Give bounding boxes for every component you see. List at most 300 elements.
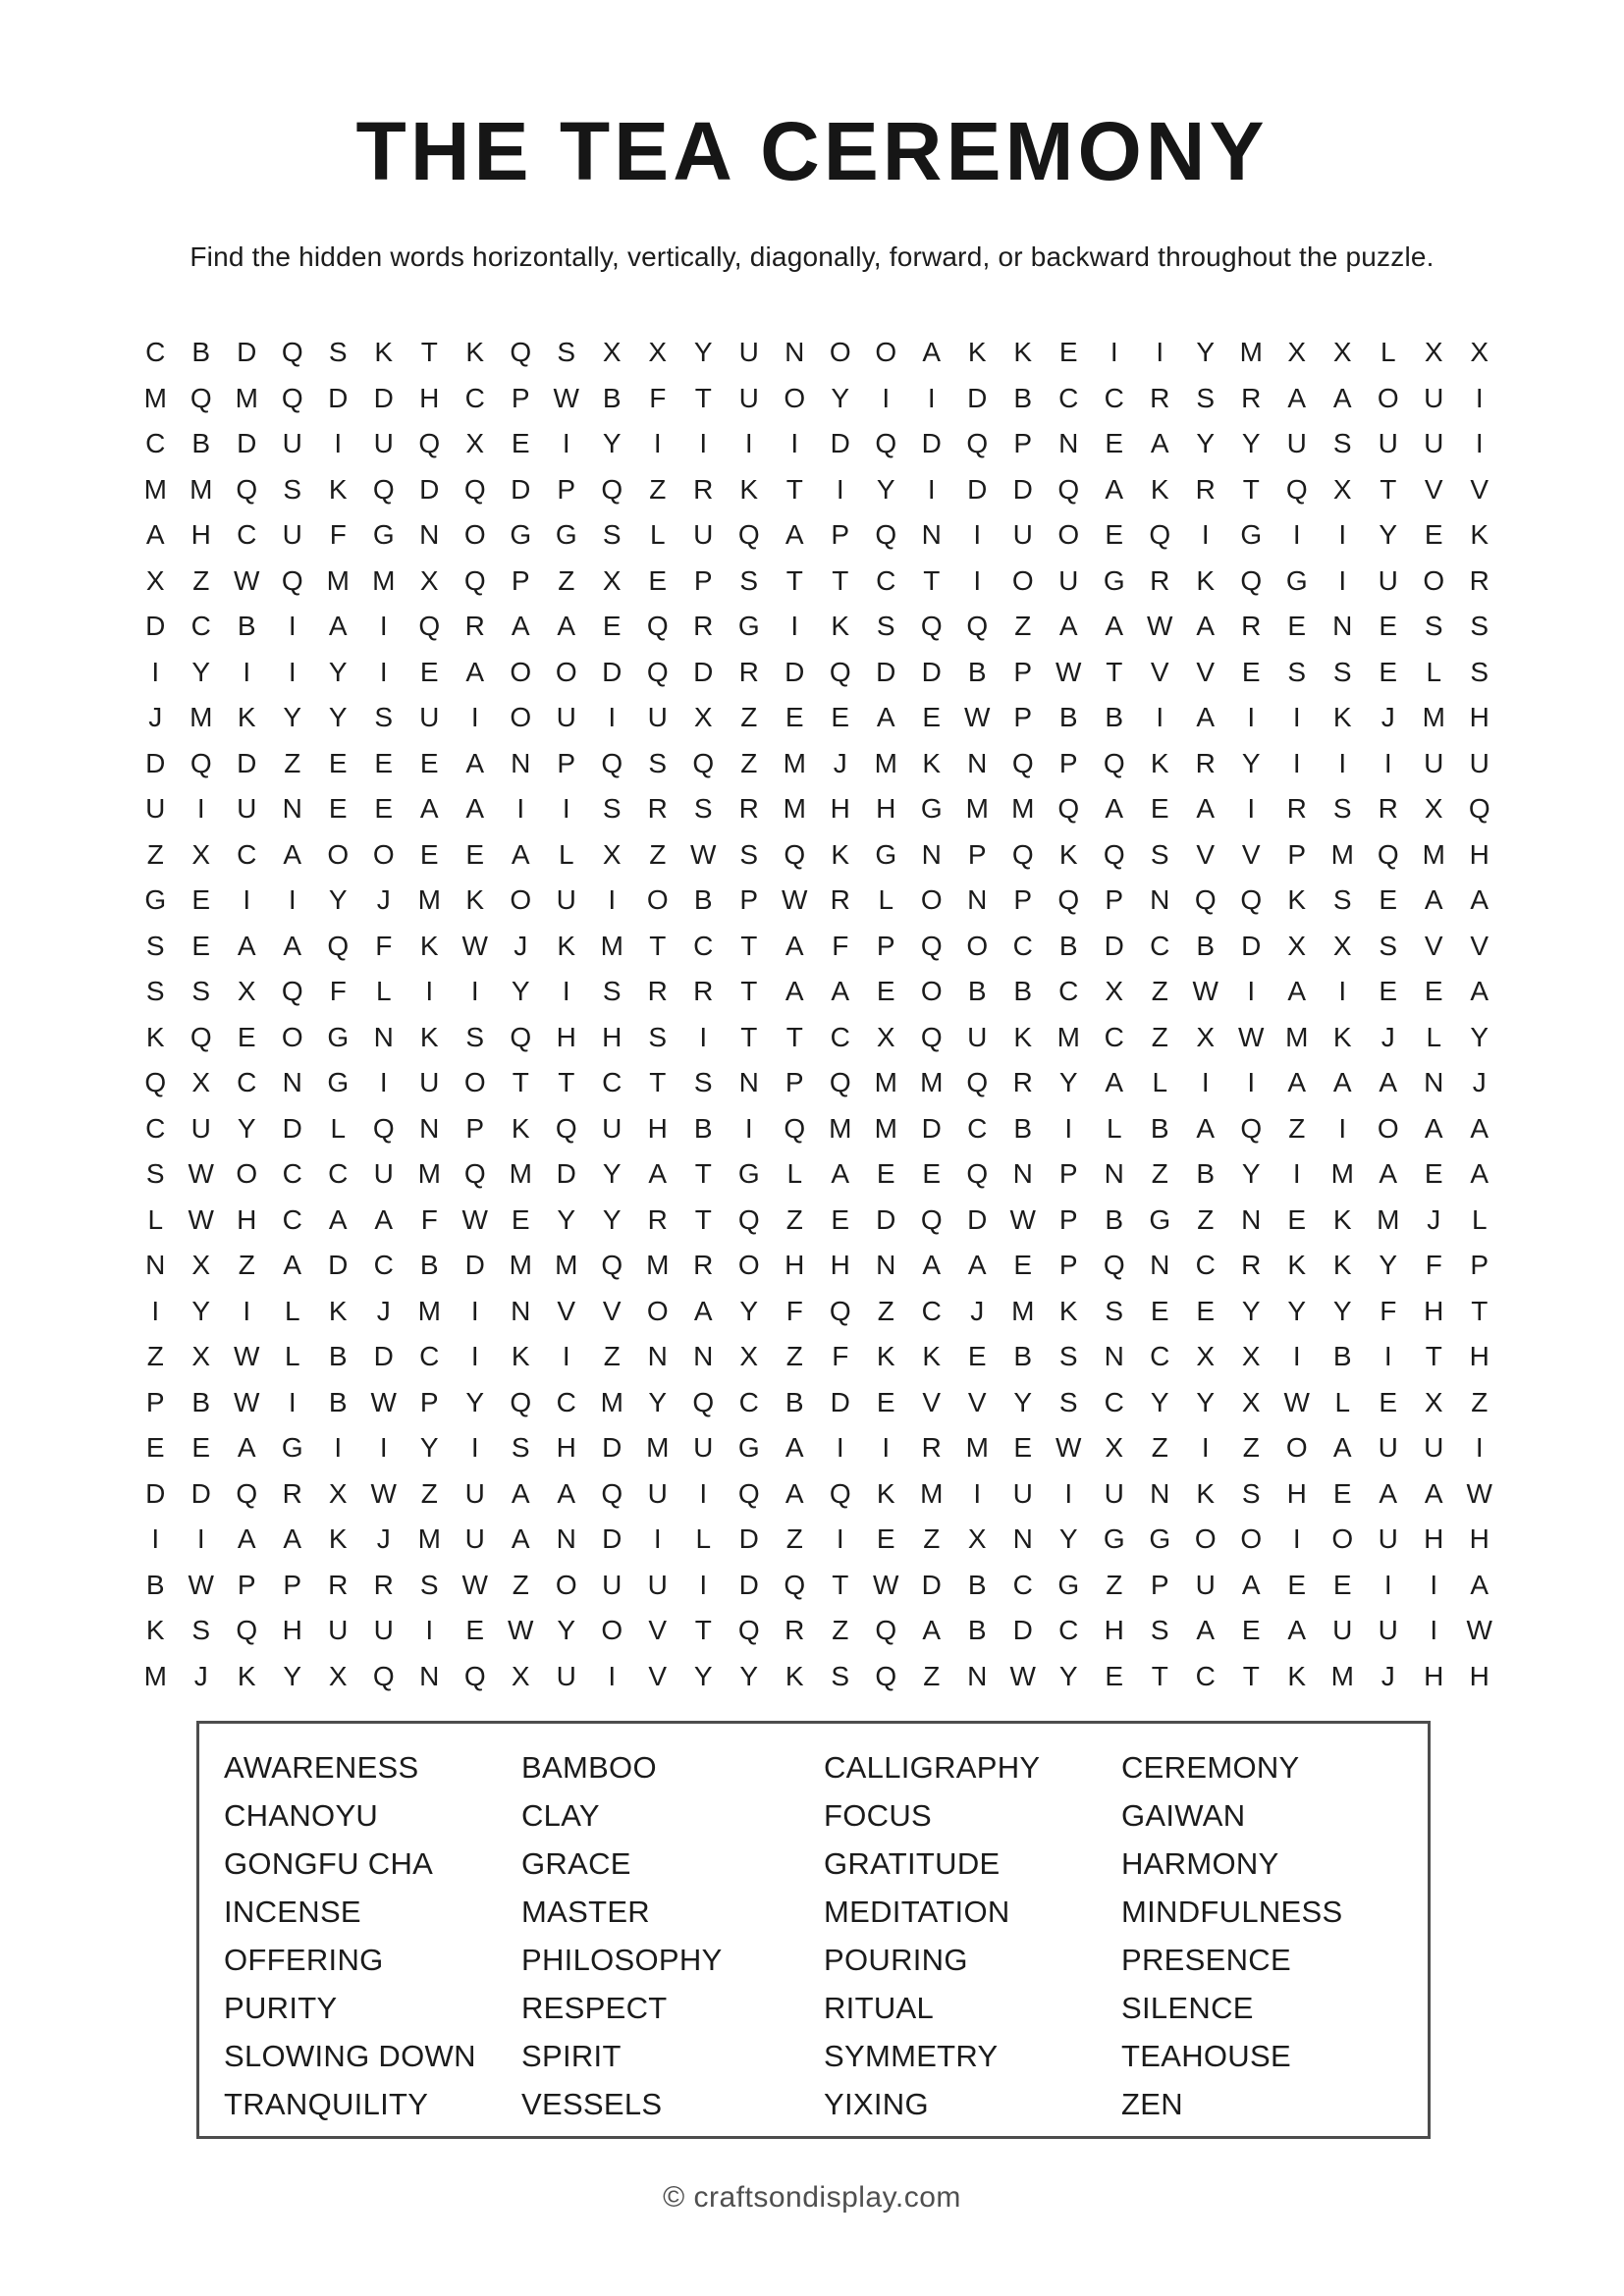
grid-cell: D (830, 428, 850, 459)
grid-cell: Y (693, 1660, 713, 1691)
grid-cell: H (1424, 1295, 1444, 1326)
grid-cell: Z (1288, 1112, 1306, 1144)
grid-cell: R (693, 611, 714, 642)
grid-cell: U (145, 793, 166, 825)
grid-cell: N (511, 1295, 531, 1326)
grid-cell: Q (692, 1386, 715, 1417)
grid-cell: X (1470, 337, 1489, 368)
grid-cell: X (1287, 337, 1307, 368)
grid-cell: Z (1151, 1021, 1168, 1052)
grid-cell: O (510, 884, 532, 916)
grid-cell: U (373, 428, 394, 459)
grid-cell: M (1011, 793, 1035, 825)
grid-cell: J (1380, 702, 1395, 733)
grid-cell: S (1058, 1341, 1078, 1372)
grid-row (133, 421, 1502, 467)
grid-cell: N (1150, 884, 1170, 916)
grid-cell: M (1330, 1660, 1354, 1691)
grid-cell: R (1195, 747, 1216, 778)
grid-cell: N (145, 1250, 166, 1281)
grid-cell: M (555, 1250, 578, 1281)
grid-cell: U (602, 1569, 623, 1600)
grid-cell: Q (692, 747, 715, 778)
word-list-column (521, 1743, 824, 2128)
grid-cell: Y (511, 976, 530, 1007)
grid-cell: X (191, 1250, 211, 1281)
grid-cell: I (653, 1523, 662, 1555)
grid-cell: S (602, 793, 622, 825)
grid-cell: S (1332, 656, 1352, 687)
grid-cell: Z (1151, 1432, 1168, 1464)
grid-cell: K (419, 1021, 439, 1052)
grid-cell: X (876, 1021, 895, 1052)
grid-cell: O (1057, 519, 1080, 551)
grid-cell: E (785, 702, 804, 733)
grid-cell: P (967, 838, 987, 870)
grid-cell: H (1469, 1523, 1489, 1555)
grid-cell: D (190, 1477, 211, 1509)
grid-cell: Z (923, 1660, 941, 1691)
grid-cell: J (1380, 1021, 1395, 1052)
grid-cell: J (193, 1660, 208, 1691)
grid-cell: W (1056, 1432, 1082, 1464)
grid-cell: H (830, 1250, 850, 1281)
grid-cell: N (1150, 1477, 1170, 1509)
grid-cell: G (281, 1432, 303, 1464)
grid-cell: V (1470, 930, 1489, 961)
grid-cell: I (744, 428, 753, 459)
grid-cell: C (1012, 1569, 1033, 1600)
grid-cell: O (1240, 1523, 1263, 1555)
grid-cell: H (1469, 1341, 1489, 1372)
grid-cell: K (237, 1660, 256, 1691)
grid-cell: W (1147, 611, 1173, 642)
grid-cell: A (693, 1295, 713, 1326)
word-list-item: GAIWAN (1121, 1798, 1246, 1833)
grid-cell: S (191, 1615, 211, 1646)
grid-row (133, 1334, 1502, 1380)
grid-cell: Q (784, 1112, 806, 1144)
grid-cell: U (693, 519, 714, 551)
grid-cell: A (1105, 611, 1124, 642)
grid-cell: V (1196, 838, 1216, 870)
grid-cell: A (1379, 1067, 1398, 1098)
letter-grid (133, 330, 1502, 1699)
grid-cell: M (646, 1432, 670, 1464)
grid-cell: N (1150, 1250, 1170, 1281)
grid-cell: Y (1332, 1295, 1352, 1326)
grid-cell: G (1240, 519, 1263, 551)
grid-cell: N (511, 747, 531, 778)
grid-cell: Y (1013, 1386, 1033, 1417)
grid-cell: V (967, 1386, 987, 1417)
grid-cell: A (1105, 473, 1124, 505)
grid-cell: F (375, 930, 393, 961)
grid-cell: N (647, 1341, 668, 1372)
grid-cell: U (282, 519, 302, 551)
grid-cell: T (1425, 1341, 1442, 1372)
grid-cell: R (282, 1477, 302, 1509)
word-list-item: YIXING (824, 2087, 929, 2121)
grid-cell: M (1056, 1021, 1080, 1052)
grid-cell: O (1331, 1523, 1354, 1555)
grid-cell: I (973, 1477, 982, 1509)
grid-cell: Z (558, 564, 575, 596)
grid-cell: G (144, 884, 167, 916)
grid-cell: L (375, 976, 392, 1007)
grid-cell: L (786, 1158, 803, 1190)
grid-cell: W (1466, 1615, 1492, 1646)
grid-cell: N (738, 1067, 759, 1098)
grid-cell: I (699, 1569, 708, 1600)
grid-cell: Y (1241, 1295, 1261, 1326)
grid-cell: I (1292, 1523, 1301, 1555)
grid-cell: A (922, 1250, 942, 1281)
grid-cell: A (1196, 702, 1216, 733)
grid-cell: I (1475, 1432, 1484, 1464)
grid-cell: J (1380, 1660, 1395, 1691)
grid-cell: M (965, 793, 989, 825)
word-list-item: GRACE (521, 1846, 631, 1881)
grid-row (133, 695, 1502, 741)
grid-cell: B (191, 428, 211, 459)
grid-cell: V (648, 1615, 668, 1646)
grid-cell: A (511, 1523, 530, 1555)
grid-cell: X (1332, 473, 1352, 505)
grid-cell: Y (557, 1203, 576, 1235)
grid-cell: Q (418, 611, 441, 642)
grid-cell: Z (603, 1341, 621, 1372)
grid-cell: D (145, 611, 166, 642)
grid-cell: J (970, 1295, 985, 1326)
grid-cell: E (511, 428, 530, 459)
word-list-item: TEAHOUSE (1121, 2039, 1291, 2073)
grid-cell: W (461, 1203, 488, 1235)
grid-row (133, 786, 1502, 832)
grid-cell: S (648, 1021, 668, 1052)
grid-cell: B (1058, 930, 1078, 961)
word-list-item: POURING (824, 1943, 968, 1977)
grid-cell: C (190, 611, 211, 642)
grid-cell: X (1105, 1432, 1124, 1464)
grid-cell: K (1058, 1295, 1078, 1326)
grid-cell: H (1424, 1523, 1444, 1555)
grid-cell: P (693, 564, 713, 596)
word-list-item: PHILOSOPHY (521, 1943, 723, 1977)
grid-cell: X (1105, 976, 1124, 1007)
grid-cell: D (876, 1203, 896, 1235)
grid-cell: Q (875, 1615, 897, 1646)
grid-cell: R (1241, 1250, 1262, 1281)
word-list-item: SILENCE (1121, 1991, 1254, 2025)
grid-cell: Y (831, 382, 850, 413)
grid-cell: A (511, 611, 530, 642)
grid-cell: A (1332, 1067, 1352, 1098)
grid-row (133, 1563, 1502, 1609)
grid-cell: I (425, 1615, 434, 1646)
grid-cell: K (967, 337, 987, 368)
grid-cell: S (739, 838, 759, 870)
grid-cell: I (1430, 1615, 1438, 1646)
grid-cell: Q (281, 337, 303, 368)
grid-cell: C (1012, 930, 1033, 961)
grid-cell: I (243, 1295, 251, 1326)
grid-cell: E (1013, 1432, 1033, 1464)
grid-cell: A (1379, 1477, 1398, 1509)
grid-cell: O (646, 884, 669, 916)
grid-cell: B (1013, 1341, 1033, 1372)
grid-cell: P (511, 564, 530, 596)
grid-cell: Q (418, 428, 441, 459)
grid-cell: X (1332, 930, 1352, 961)
grid-cell: L (695, 1523, 712, 1555)
grid-cell: N (921, 519, 942, 551)
grid-cell: C (145, 1112, 166, 1144)
grid-cell: N (1012, 1158, 1033, 1190)
grid-cell: I (1383, 747, 1392, 778)
grid-cell: W (553, 382, 579, 413)
grid-cell: F (832, 930, 849, 961)
grid-cell: P (1470, 1250, 1489, 1281)
grid-cell: S (145, 976, 165, 1007)
grid-cell: E (191, 884, 211, 916)
grid-cell: I (1475, 428, 1484, 459)
grid-cell: X (602, 337, 622, 368)
grid-cell: I (608, 1660, 617, 1691)
grid-cell: I (288, 884, 297, 916)
grid-cell: C (921, 1295, 942, 1326)
grid-cell: D (373, 1341, 394, 1372)
word-list-item: FOCUS (824, 1798, 932, 1833)
word-list-item: MEDITATION (824, 1895, 1010, 1929)
footer-credit: © craftsondisplay.com (663, 2181, 961, 2214)
grid-cell: Z (512, 1569, 529, 1600)
grid-cell: U (1378, 564, 1398, 596)
grid-cell: A (145, 519, 165, 551)
grid-cell: Q (737, 1615, 760, 1646)
grid-cell: M (1011, 1295, 1035, 1326)
grid-cell: Q (966, 1067, 989, 1098)
grid-cell: T (740, 1021, 758, 1052)
grid-cell: Q (737, 1477, 760, 1509)
grid-cell: I (243, 884, 251, 916)
grid-cell: Q (1377, 838, 1399, 870)
grid-cell: R (693, 976, 714, 1007)
grid-cell: A (1196, 1615, 1216, 1646)
grid-cell: E (922, 1158, 942, 1190)
grid-cell: K (374, 337, 394, 368)
grid-cell: I (699, 1021, 708, 1052)
grid-cell: S (1332, 428, 1352, 459)
grid-cell: L (649, 519, 666, 551)
grid-cell: I (334, 1432, 343, 1464)
word-list-item: SLOWING DOWN (224, 2039, 476, 2073)
grid-cell: R (738, 793, 759, 825)
grid-cell: U (693, 1432, 714, 1464)
grid-cell: W (1009, 1660, 1036, 1691)
grid-cell: E (511, 1203, 530, 1235)
grid-cell: P (145, 1386, 165, 1417)
grid-cell: I (790, 611, 799, 642)
grid-cell: U (328, 1615, 349, 1646)
grid-cell: C (237, 1067, 257, 1098)
grid-cell: O (327, 838, 350, 870)
grid-cell: I (1383, 1341, 1392, 1372)
grid-cell: U (1424, 428, 1444, 459)
word-list-item: RITUAL (824, 1991, 935, 2025)
grid-row (133, 969, 1502, 1015)
grid-cell: U (1195, 1569, 1216, 1600)
grid-cell: E (1105, 428, 1124, 459)
grid-cell: Y (1379, 1250, 1398, 1281)
grid-cell: P (419, 1386, 439, 1417)
grid-cell: A (465, 747, 485, 778)
grid-cell: A (1287, 1067, 1307, 1098)
grid-cell: L (147, 1203, 164, 1235)
grid-cell: D (830, 1386, 850, 1417)
grid-cell: Y (1241, 1158, 1261, 1190)
grid-cell: L (1471, 1203, 1488, 1235)
grid-cell: F (832, 1341, 849, 1372)
grid-cell: I (1338, 1112, 1347, 1144)
grid-cell: Q (1103, 838, 1125, 870)
grid-cell: I (927, 382, 936, 413)
grid-cell: B (1105, 702, 1124, 733)
grid-cell: D (237, 337, 257, 368)
grid-cell: A (785, 519, 804, 551)
grid-cell: O (1011, 564, 1034, 596)
grid-cell: G (1103, 564, 1125, 596)
grid-cell: E (1013, 1250, 1033, 1281)
grid-cell: I (1292, 1341, 1301, 1372)
grid-cell: G (1149, 1523, 1171, 1555)
grid-cell: R (693, 473, 714, 505)
grid-cell: L (1106, 1112, 1122, 1144)
grid-cell: Y (693, 337, 713, 368)
grid-cell: Z (1151, 1158, 1168, 1190)
word-list-item: PRESENCE (1121, 1943, 1291, 1977)
word-list-box (196, 1721, 1431, 2139)
grid-cell: B (967, 1569, 987, 1600)
grid-cell: Q (281, 564, 303, 596)
grid-cell: C (1058, 382, 1079, 413)
grid-cell: I (562, 1341, 570, 1372)
grid-cell: O (920, 884, 943, 916)
grid-cell: E (1150, 793, 1169, 825)
grid-cell: T (740, 976, 758, 1007)
grid-cell: L (330, 1112, 347, 1144)
grid-cell: O (555, 656, 577, 687)
grid-cell: M (509, 1250, 532, 1281)
grid-row (133, 512, 1502, 559)
grid-cell: B (237, 611, 256, 642)
grid-cell: S (831, 1660, 850, 1691)
grid-cell: S (557, 337, 576, 368)
grid-cell: O (966, 930, 989, 961)
grid-cell: Y (191, 656, 211, 687)
grid-cell: E (1424, 976, 1443, 1007)
grid-cell: Q (920, 930, 943, 961)
grid-cell: G (1057, 1569, 1080, 1600)
grid-cell: M (509, 1158, 532, 1190)
grid-cell: Y (1058, 1660, 1078, 1691)
grid-cell: R (1150, 382, 1170, 413)
grid-cell: B (328, 1341, 348, 1372)
grid-cell: D (237, 747, 257, 778)
grid-cell: E (1287, 611, 1307, 642)
grid-cell: P (785, 1067, 804, 1098)
grid-cell: W (873, 1569, 899, 1600)
grid-cell: Q (966, 1158, 989, 1190)
word-list-column (1121, 1743, 1428, 2128)
grid-cell: I (699, 1477, 708, 1509)
grid-cell: Q (1240, 1112, 1263, 1144)
grid-cell: K (1332, 1250, 1352, 1281)
grid-cell: Q (463, 1660, 486, 1691)
grid-cell: Q (236, 473, 258, 505)
grid-cell: K (1470, 519, 1489, 551)
grid-cell: G (737, 611, 760, 642)
grid-cell: E (967, 1341, 987, 1372)
grid-cell: T (694, 382, 712, 413)
grid-cell: I (1247, 1067, 1256, 1098)
grid-cell: I (1201, 1067, 1210, 1098)
grid-cell: D (602, 1523, 623, 1555)
grid-cell: T (785, 473, 803, 505)
grid-cell: X (602, 564, 622, 596)
grid-cell: Q (646, 656, 669, 687)
grid-cell: S (739, 564, 759, 596)
grid-cell: J (833, 747, 847, 778)
grid-cell: S (283, 473, 302, 505)
word-list-item: GRATITUDE (824, 1846, 1001, 1881)
grid-cell: O (463, 1067, 486, 1098)
grid-cell: S (511, 1432, 530, 1464)
grid-cell: C (282, 1158, 302, 1190)
grid-cell: S (876, 611, 895, 642)
grid-cell: Y (419, 1432, 439, 1464)
grid-cell: J (376, 1523, 391, 1555)
grid-cell: U (282, 428, 302, 459)
grid-cell: Q (601, 1250, 623, 1281)
grid-cell: P (465, 1112, 485, 1144)
grid-cell: A (1470, 1112, 1489, 1144)
grid-cell: Q (463, 473, 486, 505)
grid-cell: T (832, 564, 849, 596)
grid-cell: K (1150, 473, 1169, 505)
grid-cell: R (1195, 473, 1216, 505)
grid-cell: X (191, 1341, 211, 1372)
grid-cell: R (785, 1615, 805, 1646)
grid-cell: B (967, 976, 987, 1007)
grid-cell: Y (739, 1295, 759, 1326)
grid-cell: O (372, 838, 395, 870)
grid-cell: U (556, 1660, 576, 1691)
grid-cell: V (1196, 656, 1216, 687)
grid-cell: U (602, 1112, 623, 1144)
instructions-text: Find the hidden words horizontally, vertically, diagonally, forward, or backward throughout the puzzle. (189, 241, 1435, 272)
word-list-item: CHANOYU (224, 1798, 379, 1833)
grid-cell: Y (739, 1660, 759, 1691)
grid-cell: N (419, 1660, 440, 1691)
grid-cell: J (1472, 1067, 1487, 1098)
grid-cell: V (1150, 656, 1169, 687)
grid-cell: B (967, 1615, 987, 1646)
grid-cell: B (785, 1386, 804, 1417)
grid-cell: P (1013, 428, 1033, 459)
grid-cell: E (831, 702, 850, 733)
grid-cell: C (1150, 1341, 1170, 1372)
